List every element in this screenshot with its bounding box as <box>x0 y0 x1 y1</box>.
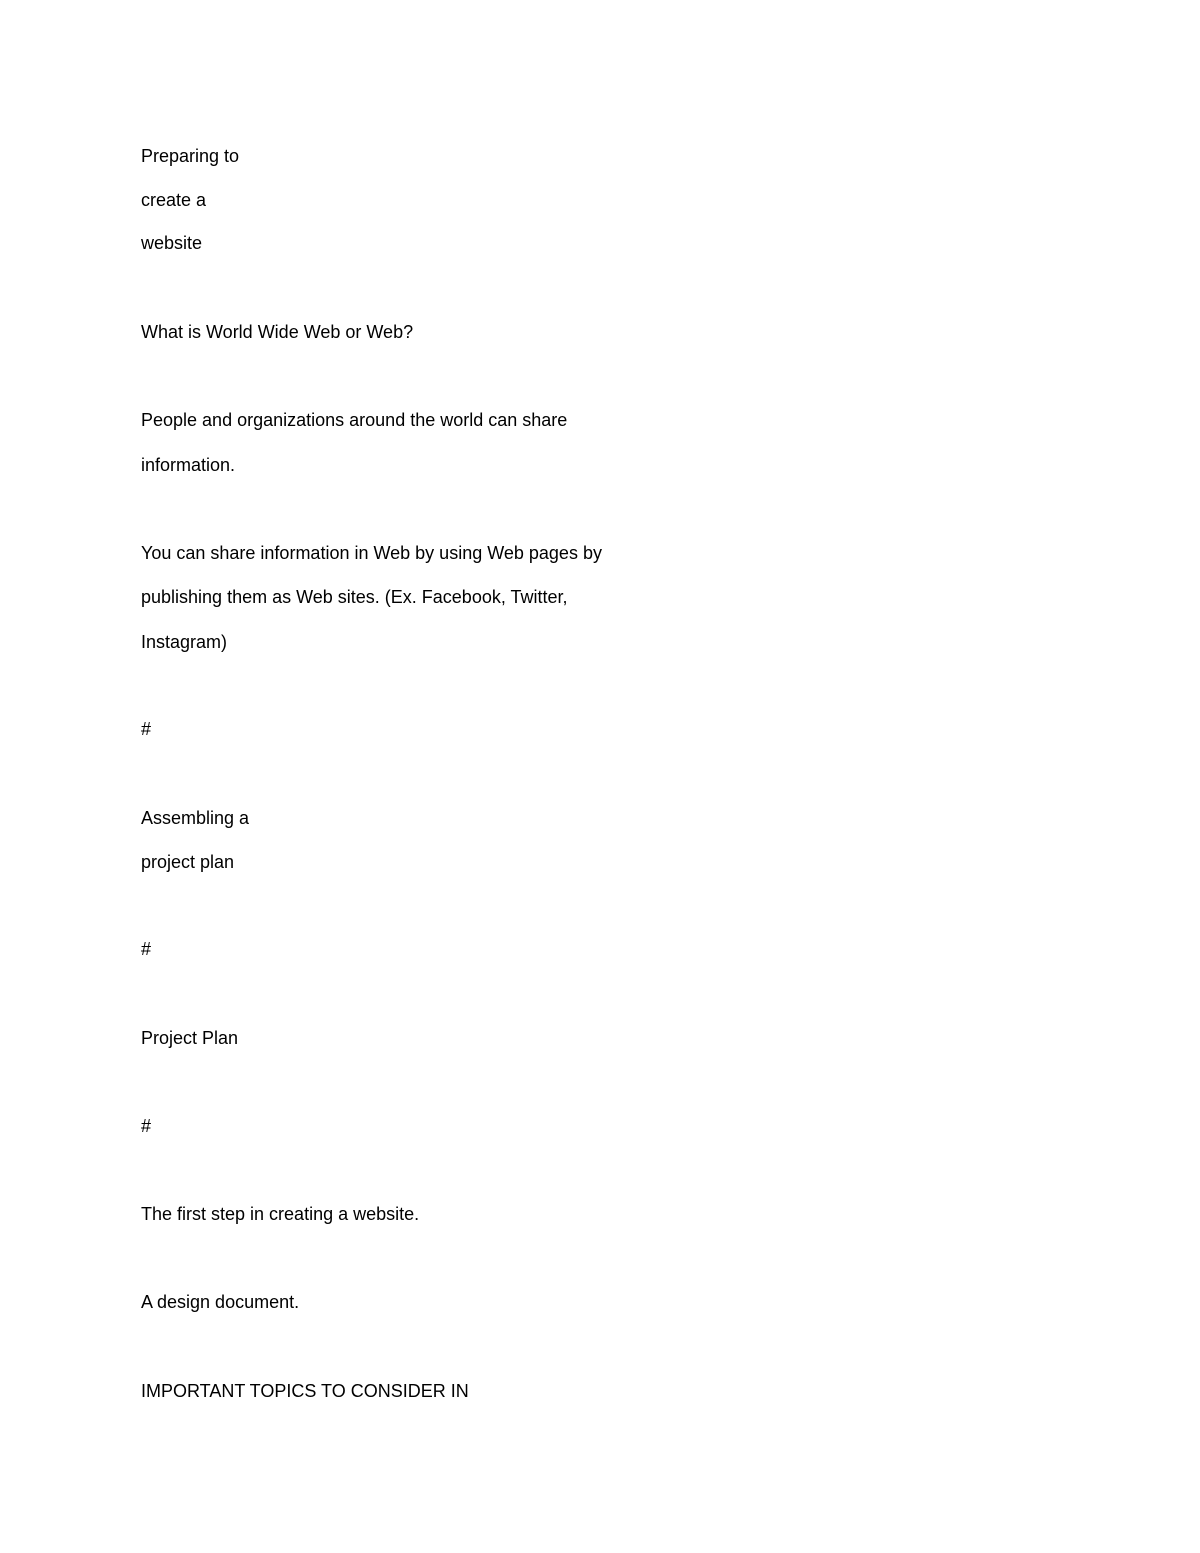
question-line: What is World Wide Web or Web? <box>141 322 414 342</box>
section-heading-line-2: project plan <box>141 852 235 872</box>
separator-hash-3: # <box>141 1116 152 1136</box>
separator-hash-2: # <box>141 939 152 959</box>
paragraph-1-line-2: information. <box>141 455 236 475</box>
first-step-line: The first step in creating a website. <box>141 1204 420 1224</box>
paragraph-2-line-2: publishing them as Web sites. (Ex. Facebook, Twitter, <box>141 587 568 607</box>
paragraph-2-line-1: You can share information in Web by using Web pages by <box>141 543 602 563</box>
title-line-1: Preparing to <box>141 146 240 166</box>
separator-hash-1: # <box>141 719 152 739</box>
paragraph-2-line-3: Instagram) <box>141 632 228 652</box>
project-plan-heading: Project Plan <box>141 1028 239 1048</box>
title-line-3: website <box>141 233 203 253</box>
important-topics-line: IMPORTANT TOPICS TO CONSIDER IN <box>141 1381 469 1401</box>
design-document-line: A design document. <box>141 1292 300 1312</box>
paragraph-1-line-1: People and organizations around the world can share <box>141 410 568 430</box>
title-line-2: create a <box>141 190 207 210</box>
section-heading-line-1: Assembling a <box>141 808 250 828</box>
